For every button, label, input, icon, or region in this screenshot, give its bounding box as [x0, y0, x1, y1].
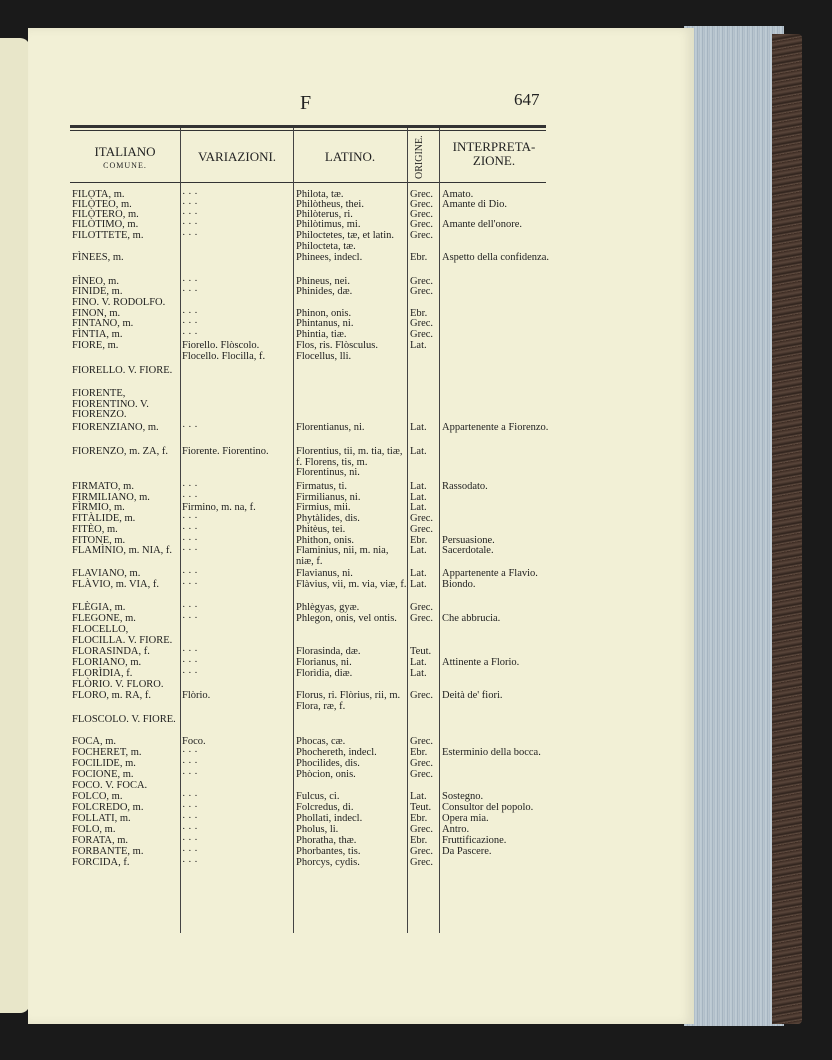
entry-variazioni: · · ·: [182, 824, 198, 835]
entry-variazioni: Foco.: [182, 736, 206, 747]
entry-latino: Phlègyas, gyæ.: [296, 602, 360, 613]
entry-origine: Grec.: [410, 690, 434, 701]
table-row: [70, 253, 550, 277]
entry-variazioni: · · ·: [182, 579, 198, 590]
entry-origine: Ebr.: [410, 535, 428, 546]
entry-variazioni: · · ·: [182, 286, 198, 297]
entry-latino: Florentianus, ni.: [296, 422, 365, 433]
entry-italiano: FILÒTEO, m.: [72, 199, 132, 210]
entry-variazioni: · · ·: [182, 791, 198, 802]
entry-latino: Phòcion, onis.: [296, 769, 356, 780]
entry-variazioni: · · ·: [182, 209, 198, 220]
entry-italiano: FOCHERET, m.: [72, 747, 142, 758]
entry-variazioni: Fiorente. Fiorentino.: [182, 446, 269, 457]
entry-variazioni: · · ·: [182, 535, 198, 546]
entry-origine: Grec.: [410, 219, 434, 230]
entry-italiano: FIORENZO, m. ZA, f.: [72, 446, 168, 457]
entry-variazioni: · · ·: [182, 758, 198, 769]
entry-italiano: FLORASINDA, f.: [72, 646, 150, 657]
entry-interpretazione: Sacerdotale.: [442, 545, 494, 556]
entry-variazioni: · · ·: [182, 769, 198, 780]
entry-interpretazione: Esterminio della bocca.: [442, 747, 541, 758]
entry-italiano: FINTANO, m.: [72, 318, 134, 329]
top-rule: [70, 125, 546, 128]
entry-origine: Lat.: [410, 568, 427, 579]
entry-origine: Grec.: [410, 758, 434, 769]
entry-origine: Lat.: [410, 545, 427, 556]
entry-interpretazione: Amante dell'onore.: [442, 219, 523, 230]
entry-interpretazione: Appartenente a Flavio.: [442, 568, 538, 579]
entry-italiano: FLORÌDIA, f.: [72, 668, 133, 679]
table-row: [70, 447, 550, 482]
entry-italiano: FORBANTE, m.: [72, 846, 144, 857]
entry-origine: Grec.: [410, 230, 434, 241]
entry-origine: Grec.: [410, 824, 434, 835]
entry-latino: Philota, tæ.: [296, 189, 344, 200]
entry-latino: Firmatus, ti.: [296, 481, 348, 492]
column-header-comune-label: COMUNE.: [103, 161, 147, 170]
entry-italiano: FÌNEO, m.: [72, 276, 119, 287]
table-row: [70, 625, 550, 647]
entry-latino: Fulcus, ci.: [296, 791, 340, 802]
entry-italiano: FIRMILIANO, m.: [72, 492, 150, 503]
entry-interpretazione: Amante di Dio.: [442, 199, 508, 210]
entry-italiano: FÌRMIO, m.: [72, 502, 125, 513]
entry-variazioni: · · ·: [182, 668, 198, 679]
entry-latino: Philòtimus, mi.: [296, 219, 361, 230]
entry-interpretazione: Persuasione.: [442, 535, 495, 546]
entry-latino: Phinides, dæ.: [296, 286, 353, 297]
table-row: [70, 423, 550, 447]
top-rule-thin: [70, 130, 546, 131]
entry-italiano: FILÒTERO, m.: [72, 209, 139, 220]
entry-italiano: FLOCELLO, FLOCILLA. V. FIORE.: [72, 624, 173, 646]
column-header-latino: LATINO.: [324, 149, 376, 164]
entry-interpretazione: Antro.: [442, 824, 470, 835]
entry-italiano: FLÒRIO. V. FLORO.: [72, 679, 164, 690]
entry-italiano: FLEGONE, m.: [72, 613, 136, 624]
entry-interpretazione: Sostegno.: [442, 791, 484, 802]
entry-variazioni: · · ·: [182, 602, 198, 613]
entry-variazioni: · · ·: [182, 846, 198, 857]
entry-italiano: FILOTTETE, m.: [72, 230, 144, 241]
entry-latino: Phollati, indecl.: [296, 813, 363, 824]
entry-latino: Florìdia, diæ.: [296, 668, 353, 679]
left-page-edge: [0, 38, 30, 1013]
entry-latino: Phithon, onis.: [296, 535, 355, 546]
entry-origine: Ebr.: [410, 252, 428, 263]
entry-origine: Grec.: [410, 318, 434, 329]
entry-origine: Grec.: [410, 524, 434, 535]
entry-variazioni: · · ·: [182, 276, 198, 287]
table-row: [70, 341, 550, 366]
entry-origine: Grec.: [410, 189, 434, 200]
entry-variazioni: Fiorello. Flòscolo. Flocello. Flocilla, f.: [182, 340, 266, 362]
entry-origine: Lat.: [410, 657, 427, 668]
entry-origine: Lat.: [410, 791, 427, 802]
book-cover: [772, 34, 802, 1024]
entry-interpretazione: Rassodato.: [442, 481, 488, 492]
page-number: 647: [514, 90, 540, 109]
entry-variazioni: · · ·: [182, 646, 198, 657]
entry-latino: Phlegon, onis, vel ontis.: [296, 613, 397, 624]
entry-latino: Phoratha, thæ.: [296, 835, 357, 846]
table-row: [70, 580, 550, 603]
entry-interpretazione: Che abbrucia.: [442, 613, 501, 624]
entry-origine: Lat.: [410, 446, 427, 457]
entry-latino: Philoctetes, tæ, et latin. Philocteta, tæ.: [296, 230, 394, 252]
entry-italiano: FIORENZIANO, m.: [72, 422, 159, 433]
entry-latino: Phitèus, tei.: [296, 524, 346, 535]
entry-interpretazione: Consultor del popolo.: [442, 802, 534, 813]
column-header-origine: ORIGINE.: [414, 135, 425, 179]
entry-origine: Grec.: [410, 846, 434, 857]
entry-interpretazione: Fruttificazione.: [442, 835, 507, 846]
entry-italiano: FIRMATO, m.: [72, 481, 134, 492]
entry-italiano: FORCIDA, f.: [72, 857, 130, 868]
entry-italiano: FINO. V. RODOLFO.: [72, 297, 166, 308]
entry-latino: Florasinda, dæ.: [296, 646, 361, 657]
table-row: [70, 231, 550, 253]
entry-origine: Teut.: [410, 646, 432, 657]
entry-origine: Grec.: [410, 199, 434, 210]
entry-origine: Grec.: [410, 613, 434, 624]
entry-italiano: FINIDE, m.: [72, 286, 123, 297]
entry-variazioni: · · ·: [182, 492, 198, 503]
entry-italiano: FLOSCOLO. V. FIORE.: [72, 714, 176, 725]
entry-latino: Philòterus, ri.: [296, 209, 353, 220]
entry-interpretazione: Appartenente a Fiorenzo.: [442, 422, 549, 433]
entry-italiano: FILOTA, m.: [72, 189, 125, 200]
header-rule: [70, 182, 546, 183]
entry-interpretazione: Amato.: [442, 189, 474, 200]
entry-latino: Phochereth, indecl.: [296, 747, 377, 758]
entry-italiano: FOLCREDO, m.: [72, 802, 144, 813]
entry-italiano: FÌNEES, m.: [72, 252, 124, 263]
entry-italiano: FLORIANO, m.: [72, 657, 142, 668]
entry-italiano: FOLO, m.: [72, 824, 116, 835]
entry-variazioni: Firmino, m. na, f.: [182, 502, 256, 513]
entry-latino: Flàvius, vii, m. via, viæ, f.: [296, 579, 407, 590]
table-row: [70, 858, 550, 869]
entry-italiano: FOCIONE, m.: [72, 769, 134, 780]
entry-origine: Grec.: [410, 857, 434, 868]
entry-italiano: FÌNTIA, m.: [72, 329, 123, 340]
entry-italiano: FIORELLO. V. FIORE.: [72, 365, 173, 376]
entry-italiano: FOCILIDE, m.: [72, 758, 136, 769]
entry-origine: Grec.: [410, 329, 434, 340]
entry-latino: Florentius, tii, m. tia, tiæ, f. Florens, tis, m. Florentinus, ni.: [296, 446, 403, 478]
entry-italiano: FOCO. V. FOCA.: [72, 780, 148, 791]
dictionary-table: [70, 190, 550, 869]
entry-variazioni: · · ·: [182, 329, 198, 340]
entry-italiano: FLÈGIA, m.: [72, 602, 126, 613]
entry-italiano: FITONE, m.: [72, 535, 126, 546]
table-row: [70, 691, 550, 715]
entry-origine: Lat.: [410, 492, 427, 503]
entry-italiano: FIORENTE, FIORENTINO. V. FIORENZO.: [72, 388, 149, 420]
entry-variazioni: · · ·: [182, 835, 198, 846]
entry-italiano: FORATA, m.: [72, 835, 129, 846]
entry-italiano: FLAMÌNIO, m. NIA, f.: [72, 545, 173, 556]
table-row: [70, 715, 550, 737]
column-header-interpretazione: INTERPRETA- ZIONE.: [452, 139, 536, 168]
entry-origine: Lat.: [410, 340, 427, 351]
table-row: [70, 389, 550, 423]
entry-variazioni: · · ·: [182, 747, 198, 758]
entry-latino: Phineus, nei.: [296, 276, 350, 287]
entry-latino: Phytàlides, dis.: [296, 513, 360, 524]
entry-origine: Lat.: [410, 481, 427, 492]
entry-variazioni: · · ·: [182, 813, 198, 824]
entry-latino: Phintia, tiæ.: [296, 329, 347, 340]
entry-origine: Ebr.: [410, 835, 428, 846]
entry-italiano: FIORE, m.: [72, 340, 119, 351]
entry-variazioni: · · ·: [182, 230, 198, 241]
entry-interpretazione: Da Pascere.: [442, 846, 492, 857]
entry-variazioni: · · ·: [182, 189, 198, 200]
entry-italiano: FLÀVIO, m. VIA, f.: [72, 579, 160, 590]
entry-latino: Phorcys, cydis.: [296, 857, 360, 868]
entry-origine: Lat.: [410, 668, 427, 679]
entry-latino: Folcredus, di.: [296, 802, 354, 813]
table-row: [70, 546, 550, 569]
entry-interpretazione: Deità de' fiori.: [442, 690, 503, 701]
table-row: [70, 366, 550, 389]
entry-latino: Florus, ri. Flòrius, rii, m. Flora, ræ, f.: [296, 690, 401, 712]
entry-origine: Grec.: [410, 513, 434, 524]
entry-origine: Teut.: [410, 802, 432, 813]
entry-latino: Phintanus, ni.: [296, 318, 354, 329]
entry-origine: Grec.: [410, 286, 434, 297]
entry-origine: Lat.: [410, 579, 427, 590]
entry-origine: Grec.: [410, 209, 434, 220]
entry-latino: Phocas, cæ.: [296, 736, 346, 747]
entry-interpretazione: Biondo.: [442, 579, 476, 590]
entry-latino: Phinon, onis.: [296, 308, 352, 319]
entry-variazioni: · · ·: [182, 513, 198, 524]
entry-origine: Grec.: [410, 769, 434, 780]
entry-variazioni: · · ·: [182, 318, 198, 329]
entry-interpretazione: Attinente a Florio.: [442, 657, 520, 668]
entry-variazioni: · · ·: [182, 219, 198, 230]
column-header-italiano: [72, 145, 178, 173]
entry-origine: Grec.: [410, 276, 434, 287]
entry-variazioni: · · ·: [182, 422, 198, 433]
page-edges: [684, 26, 784, 1026]
entry-latino: Flavianus, ni.: [296, 568, 353, 579]
entry-italiano: FINON, m.: [72, 308, 121, 319]
entry-latino: Firmius, mii.: [296, 502, 351, 513]
entry-latino: Philòtheus, thei.: [296, 199, 364, 210]
entry-variazioni: · · ·: [182, 802, 198, 813]
entry-latino: Phocilides, dis.: [296, 758, 360, 769]
entry-interpretazione: Aspetto della confidenza.: [442, 252, 549, 263]
section-letter: F: [300, 92, 312, 114]
column-header-italiano-label: ITALIANO: [94, 144, 156, 159]
entry-variazioni: · · ·: [182, 308, 198, 319]
entry-latino: Pholus, li.: [296, 824, 339, 835]
entry-latino: Phinees, indecl.: [296, 252, 363, 263]
entry-italiano: FITÀLIDE, m.: [72, 513, 136, 524]
entry-latino: Flos, ris. Flòsculus. Flocellus, lli.: [296, 340, 378, 362]
entry-variazioni: · · ·: [182, 857, 198, 868]
entry-italiano: FOCA, m.: [72, 736, 117, 747]
entry-variazioni: · · ·: [182, 545, 198, 556]
entry-latino: Phorbantes, tis.: [296, 846, 361, 857]
entry-origine: Grec.: [410, 736, 434, 747]
entry-italiano: FLORO, m. RA, f.: [72, 690, 152, 701]
entry-variazioni: Flòrio.: [182, 690, 211, 701]
entry-variazioni: · · ·: [182, 568, 198, 579]
entry-origine: Ebr.: [410, 747, 428, 758]
entry-latino: Florianus, ni.: [296, 657, 352, 668]
entry-italiano: FLAVIANO, m.: [72, 568, 141, 579]
entry-latino: Firmilianus, ni.: [296, 492, 361, 503]
entry-origine: Grec.: [410, 602, 434, 613]
entry-italiano: FITÈO, m.: [72, 524, 118, 535]
entry-italiano: FILÒTIMO, m.: [72, 219, 139, 230]
entry-origine: Lat.: [410, 422, 427, 433]
table-row: [70, 614, 550, 625]
column-header-variazioni: VARIAZIONI.: [197, 149, 277, 164]
entry-origine: Lat.: [410, 502, 427, 513]
entry-origine: Ebr.: [410, 813, 428, 824]
entry-italiano: FOLLATI, m.: [72, 813, 131, 824]
entry-variazioni: · · ·: [182, 657, 198, 668]
entry-variazioni: · · ·: [182, 613, 198, 624]
entry-variazioni: · · ·: [182, 481, 198, 492]
entry-variazioni: · · ·: [182, 524, 198, 535]
entry-origine: Ebr.: [410, 308, 428, 319]
entry-latino: Flaminius, nii, m. nia, niæ, f.: [296, 545, 389, 567]
entry-interpretazione: Opera mia.: [442, 813, 489, 824]
entry-italiano: FOLCO, m.: [72, 791, 123, 802]
entry-variazioni: · · ·: [182, 199, 198, 210]
